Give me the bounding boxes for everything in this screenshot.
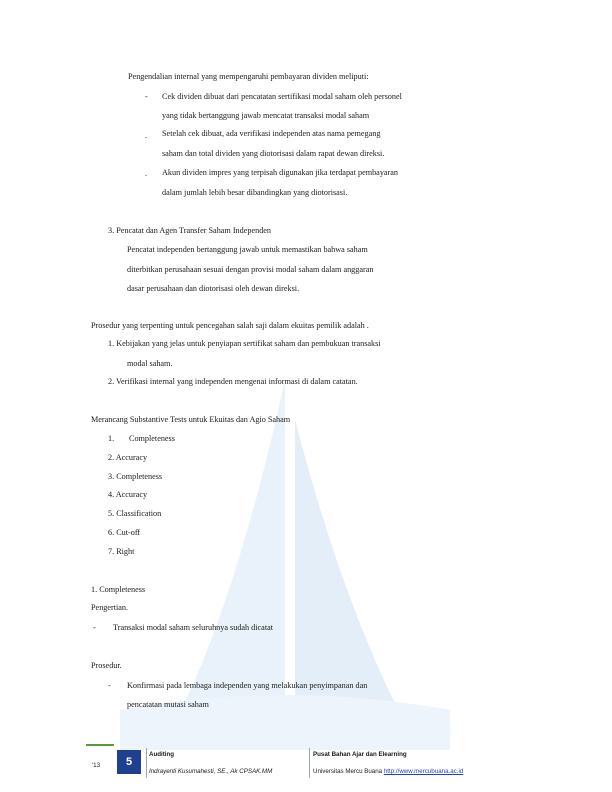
paragraph-line: Pencatat independen bertanggung jawab untuk memastikan bahwa saham [127,245,368,254]
list-item: 2. Accuracy [108,453,148,462]
footer-link[interactable]: http://www.mercubuana.ac.id [383,768,464,775]
footer-university [313,768,463,775]
bullet-line: Setelah cek dibuat, ada verifikasi independen atas nama pemegang [162,129,381,138]
bullet-mark: . [145,131,148,140]
bullet-line: Akun dividen impres yang terpisah digunakan jika terdapat pembayaran [162,168,398,177]
bullet-mark: - [93,623,96,632]
list-number: 1. [108,434,115,443]
list-item: 3. Completeness [108,472,163,481]
page-footer [0,740,612,792]
bullet-line: Cek dividen dibuat dari pencatatan sertifikasi modal saham oleh personel [162,92,402,101]
bullet-line: saham dan total dividen yang diotorisasi dalam rapat dewan direksi. [162,149,385,158]
bullet-line: dalam jumlah lebih besar dibandingkan yang diotorisasi. [162,188,348,197]
footer-divider [309,748,310,778]
bullet-line: Transaksi modal saham seluruhnya sudah dicatat [113,623,274,632]
footer-course: Auditing [149,751,175,758]
list-item: 7. Right [108,547,135,556]
bullet-mark: . [145,169,148,178]
numbered-item: 2. Verifikasi internal yang independen mengenai informasi di dalam catatan. [108,377,358,386]
section-heading: Merancang Substantive Tests untuk Ekuitas dan Agio Saham [91,415,291,424]
section-heading: 1. Completeness [91,585,146,594]
footer-version: '13 [92,762,101,769]
page-number: 5 [117,750,141,774]
footer-divider [146,748,147,778]
footer-author: Indrayenti Kusumahesti, SE., Ak CPSAK.MM [149,768,273,775]
subheading: Prosedur. [91,661,122,670]
numbered-item-cont: modal saham. [127,359,173,368]
footer-university-name: Universitas Mercu Buana [313,768,383,775]
list-item: Completeness [129,434,175,443]
list-item: 4. Accuracy [108,490,148,499]
list-item: 5. Classification [108,509,162,518]
paragraph-line: diterbitkan perusahaan sesuai dengan provisi modal saham dalam anggaran [127,265,374,274]
bullet-line: pencatatan mutasi saham [127,700,209,709]
footer-rule [86,744,114,746]
numbered-item: 1. Kebijakan yang jelas untuk penyiapan sertifikat saham dan pembukuan transaksi [108,339,381,348]
paragraph-line: Prosedur yang terpenting untuk pencegahan salah saji dalam ekuitas pemilik adalah . [91,321,369,330]
list-item: 6. Cut-off [108,528,141,537]
section-heading: 3. Pencatat dan Agen Transfer Saham Independen [108,226,272,235]
bullet-line: yang tidak bertanggung jawab mencatat transaksi modal saham [162,111,370,120]
bullet-line: Konfirmasi pada lembaga independen yang melakukan penyimpanan dan [127,681,368,690]
subheading: Pengertian. [91,603,129,612]
paragraph-line: dasar perusahaan dan diotorisasi oleh dewan direksi. [127,284,300,293]
bullet-mark: - [145,92,148,101]
bullet-mark: - [108,681,111,690]
intro-text: Pengendalian internal yang mempengaruhi pembayaran dividen meliputi: [128,72,369,81]
footer-center: Pusat Bahan Ajar dan Elearning [313,751,407,758]
